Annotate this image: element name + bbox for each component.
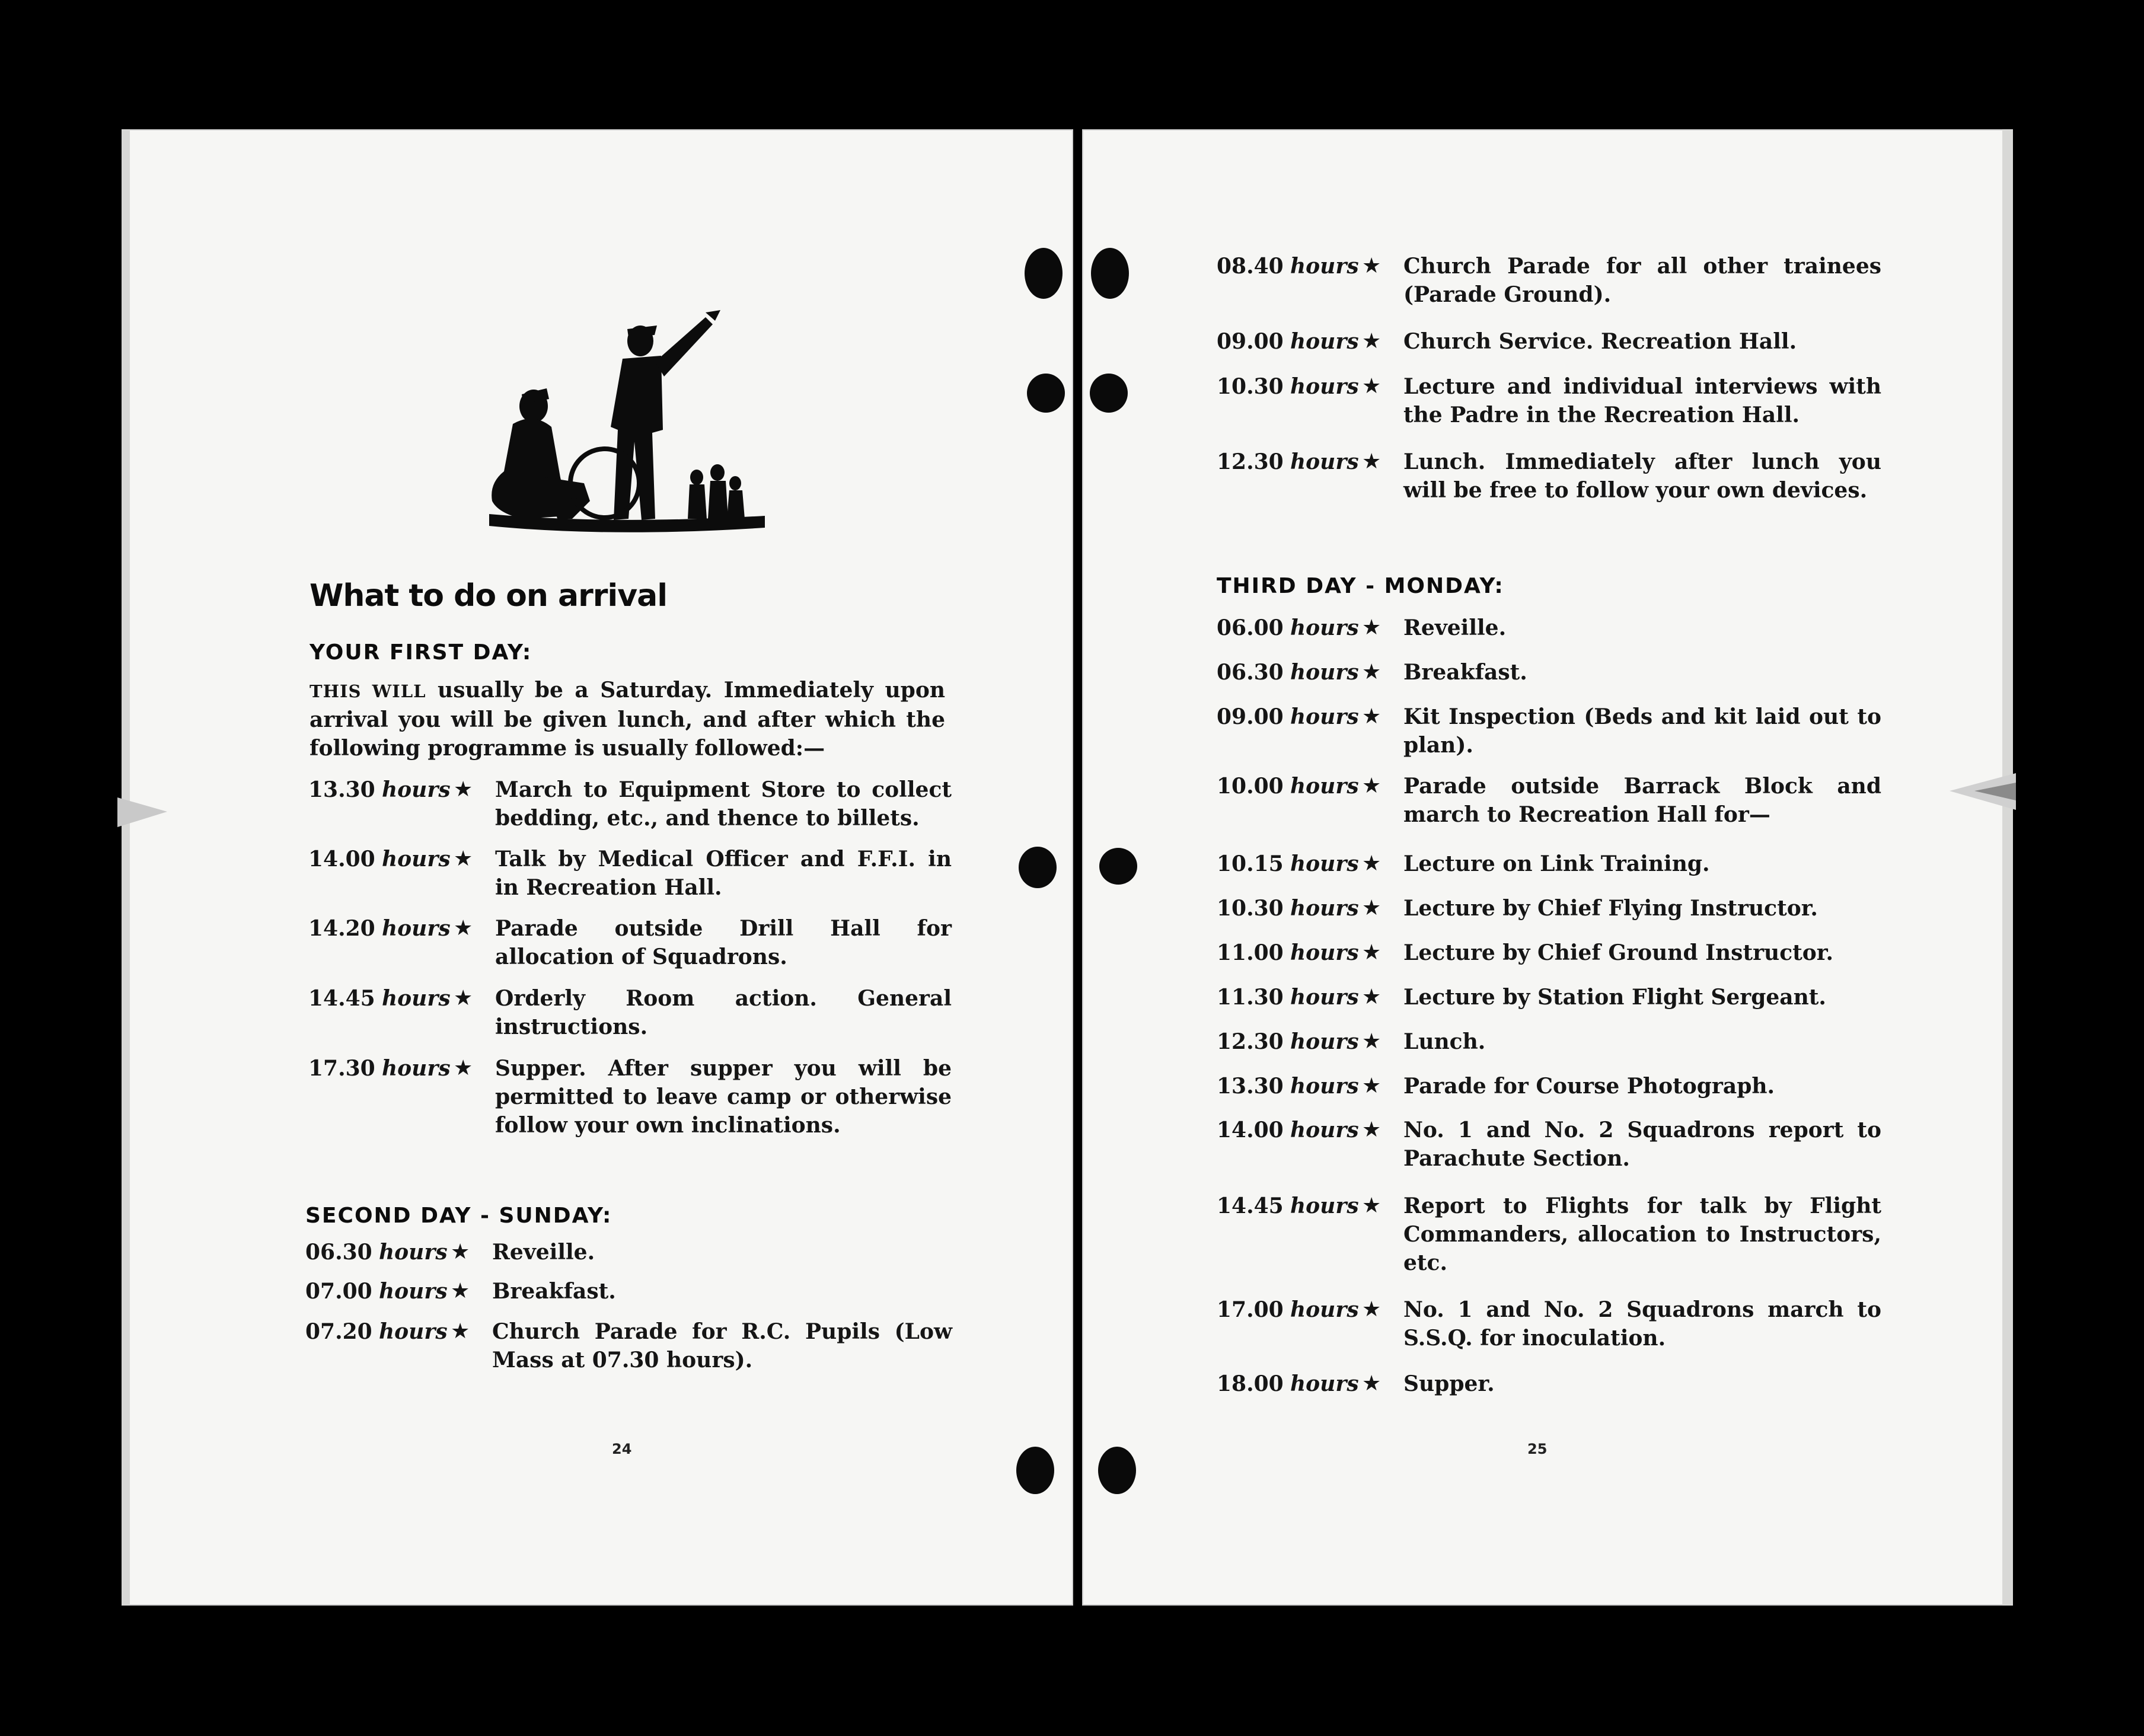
entry-unit: hours — [1290, 1118, 1359, 1143]
entry-time: 10.15 — [1217, 851, 1284, 876]
entry-time: 14.20 — [308, 916, 375, 941]
star-icon: ★ — [451, 1279, 470, 1303]
entry-time: 14.45 — [1217, 1194, 1284, 1218]
entry-description: Church Service. Recreation Hall. — [1403, 329, 1797, 354]
entry-time: 13.30 — [1217, 1074, 1284, 1099]
entry-time: 17.30 — [308, 1056, 375, 1081]
entry-unit: hours — [1290, 1194, 1359, 1218]
entry-time: 12.30 — [1217, 449, 1284, 474]
star-icon: ★ — [1362, 851, 1382, 876]
entry-description: Parade outside Barrack Block and march to Recreation Hall for— — [1403, 774, 1881, 827]
entry-description: Breakfast. — [1403, 660, 1527, 685]
entry-description: No. 1 and No. 2 Squadrons march to S.S.Q. for inoculation. — [1403, 1297, 1881, 1351]
entry-time: 11.00 — [1217, 940, 1284, 965]
intro-text: usually be a Saturday. Immediately upon arrival you will be given lunch, and after which the following programme is usually followed:— — [310, 678, 946, 761]
star-icon: ★ — [1362, 704, 1382, 729]
star-icon: ★ — [454, 1056, 473, 1080]
entry-description: Lunch. Immediately after lunch you will be free to follow your own devices. — [1403, 449, 1881, 503]
entry-time: 14.00 — [308, 847, 375, 872]
entry-unit: hours — [1290, 985, 1359, 1010]
page-number: 25 — [1527, 1441, 1548, 1457]
entry-description: Parade outside Drill Hall for allocation of Squadrons. — [495, 916, 952, 969]
entry-unit: hours — [379, 1319, 448, 1344]
star-icon: ★ — [454, 847, 473, 871]
entry-description: Lecture by Chief Flying Instructor. — [1403, 896, 1818, 921]
entry-description: Parade for Course Photograph. — [1403, 1074, 1775, 1099]
entry-time: 07.20 — [305, 1319, 372, 1344]
star-icon: ★ — [1362, 985, 1382, 1009]
film-clip-icon — [117, 786, 171, 839]
entry-time: 06.30 — [305, 1240, 372, 1265]
star-icon: ★ — [454, 986, 473, 1010]
binding-hole — [1019, 847, 1057, 888]
silhouette-illustration-icon — [457, 305, 771, 542]
binding-hole — [1099, 848, 1137, 885]
film-clip-icon — [1945, 765, 2016, 818]
entry-unit: hours — [1290, 940, 1359, 965]
entry-unit: hours — [1290, 1074, 1359, 1099]
entry-time: 13.30 — [308, 777, 375, 802]
star-icon: ★ — [1362, 660, 1382, 684]
entry-unit: hours — [382, 777, 451, 802]
entry-time: 09.00 — [1217, 329, 1284, 354]
entry-unit: hours — [1290, 1371, 1359, 1396]
entry-unit: hours — [379, 1240, 448, 1265]
entry-description: Lecture and individual interviews with the Padre in the Recreation Hall. — [1403, 374, 1881, 427]
entry-unit: hours — [1290, 1297, 1359, 1322]
star-icon: ★ — [1362, 1118, 1382, 1142]
entry-description: Lecture by Chief Ground Instructor. — [1403, 940, 1833, 965]
binding-hole — [1016, 1447, 1054, 1494]
entry-unit: hours — [1290, 774, 1359, 799]
binding-hole — [1027, 374, 1065, 413]
star-icon: ★ — [454, 916, 473, 940]
entry-description: No. 1 and No. 2 Squadrons report to Parachute Section. — [1403, 1118, 1881, 1171]
star-icon: ★ — [1362, 615, 1382, 640]
entry-description: Supper. — [1403, 1371, 1495, 1396]
entry-unit: hours — [382, 1056, 451, 1081]
entry-time: 10.30 — [1217, 374, 1284, 399]
star-icon: ★ — [454, 777, 473, 802]
entry-description: Report to Flights for talk by Flight Commanders, allocation to Instructors, etc. — [1403, 1194, 1881, 1275]
entry-unit: hours — [1290, 896, 1359, 921]
entry-description: Orderly Room action. General instructions. — [495, 986, 952, 1039]
star-icon: ★ — [1362, 329, 1382, 353]
star-icon: ★ — [1362, 449, 1382, 474]
entry-unit: hours — [1290, 851, 1359, 876]
entry-description: Reveille. — [1403, 615, 1507, 640]
entry-description: Supper. After supper you will be permitted to leave camp or otherwise follow your own inclinations. — [495, 1056, 952, 1138]
star-icon: ★ — [1362, 1371, 1382, 1396]
entry-time: 12.30 — [1217, 1029, 1284, 1054]
entry-unit: hours — [1290, 1029, 1359, 1054]
page-edge — [122, 129, 130, 1606]
entry-description: Talk by Medical Officer and F.F.I. in in Recreation Hall. — [495, 847, 952, 900]
star-icon: ★ — [1362, 774, 1382, 798]
intro-paragraph — [310, 676, 945, 762]
page-number: 24 — [612, 1441, 632, 1457]
intro-lead: THIS WILL — [310, 681, 426, 701]
entry-unit: hours — [379, 1279, 448, 1304]
entry-unit: hours — [1290, 660, 1359, 685]
page-heading: What to do on arrival — [310, 578, 668, 614]
entry-unit: hours — [1290, 704, 1359, 729]
star-icon: ★ — [451, 1319, 470, 1344]
entry-unit: hours — [1290, 449, 1359, 474]
star-icon: ★ — [1362, 1297, 1382, 1322]
section-title-first-day: YOUR FIRST DAY: — [310, 640, 532, 665]
entry-time: 14.00 — [1217, 1118, 1284, 1143]
binding-hole — [1090, 374, 1128, 413]
star-icon: ★ — [1362, 1029, 1382, 1054]
entry-description: Lecture by Station Flight Sergeant. — [1403, 985, 1826, 1010]
star-icon: ★ — [1362, 254, 1382, 278]
entry-unit: hours — [1290, 329, 1359, 354]
entry-unit: hours — [1290, 254, 1359, 279]
entry-time: 08.40 — [1217, 254, 1284, 279]
entry-time: 09.00 — [1217, 704, 1284, 729]
entry-time: 10.00 — [1217, 774, 1284, 799]
entry-unit: hours — [382, 916, 451, 941]
star-icon: ★ — [1362, 896, 1382, 920]
entry-time: 18.00 — [1217, 1371, 1284, 1396]
entry-time: 10.30 — [1217, 896, 1284, 921]
star-icon: ★ — [1362, 1074, 1382, 1098]
entry-time: 06.00 — [1217, 615, 1284, 640]
entry-unit: hours — [1290, 374, 1359, 399]
entry-time: 06.30 — [1217, 660, 1284, 685]
entry-description: Lunch. — [1403, 1029, 1486, 1054]
entry-description: Church Parade for all other trainees (Parade Ground). — [1403, 254, 1881, 307]
entry-unit: hours — [382, 986, 451, 1011]
star-icon: ★ — [1362, 374, 1382, 398]
star-icon: ★ — [1362, 940, 1382, 965]
entry-time: 14.45 — [308, 986, 375, 1011]
star-icon: ★ — [451, 1240, 470, 1264]
entry-unit: hours — [1290, 615, 1359, 640]
entry-description: Kit Inspection (Beds and kit laid out to plan). — [1403, 704, 1881, 758]
binding-hole — [1098, 1447, 1136, 1494]
section-title-second-day: SECOND DAY - SUNDAY: — [305, 1204, 612, 1228]
entry-description: Church Parade for R.C. Pupils (Low Mass at 07.30 hours). — [492, 1319, 952, 1373]
entry-time: 17.00 — [1217, 1297, 1284, 1322]
section-title-third-day: THIRD DAY - MONDAY: — [1217, 574, 1504, 598]
entry-description: March to Equipment Store to collect bedding, etc., and thence to billets. — [495, 777, 952, 831]
binding-hole — [1025, 248, 1063, 299]
star-icon: ★ — [1362, 1194, 1382, 1218]
entry-time: 07.00 — [305, 1279, 372, 1304]
binding-hole — [1091, 248, 1129, 299]
entry-description: Reveille. — [492, 1240, 595, 1265]
page-edge — [2002, 129, 2013, 1606]
entry-time: 11.30 — [1217, 985, 1284, 1010]
entry-unit: hours — [382, 847, 451, 872]
entry-description: Breakfast. — [492, 1279, 616, 1304]
entry-description: Lecture on Link Training. — [1403, 851, 1710, 876]
